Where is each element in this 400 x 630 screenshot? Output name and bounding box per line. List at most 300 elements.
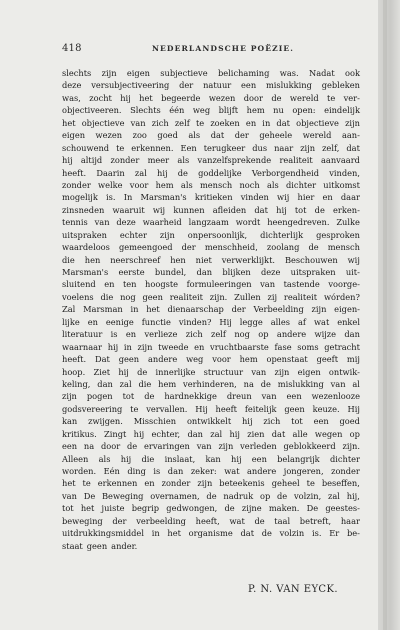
word: erkennen. xyxy=(131,142,174,153)
word: de xyxy=(137,366,148,377)
word: echter, xyxy=(151,428,181,439)
word: als xyxy=(180,179,193,190)
word: eigen xyxy=(126,68,150,78)
word: op xyxy=(259,490,271,501)
word: te xyxy=(116,142,125,153)
word: het xyxy=(167,528,181,539)
word: natuur xyxy=(203,80,232,91)
word: feitelijk xyxy=(244,403,277,414)
word: tot xyxy=(291,416,303,427)
word: soms xyxy=(297,341,319,352)
word: eigen xyxy=(297,366,321,377)
word: wat xyxy=(229,515,245,526)
word: beweging xyxy=(62,515,103,526)
word: niet xyxy=(195,254,212,265)
word: dat xyxy=(276,117,290,128)
word: te xyxy=(195,117,205,128)
text-line xyxy=(62,229,360,241)
word: overnamen, xyxy=(150,490,200,501)
word: realiteit xyxy=(283,291,318,302)
word: subjectieve xyxy=(160,68,208,78)
word: vinden xyxy=(240,192,269,203)
word: blijken xyxy=(222,267,251,277)
text-line xyxy=(62,515,360,527)
text-line xyxy=(62,316,360,328)
word: hij xyxy=(157,167,168,178)
word: verwerklijkt. xyxy=(221,254,276,265)
word: op xyxy=(349,428,360,439)
word: zelf xyxy=(174,117,190,128)
word: welke xyxy=(98,179,123,190)
word: zich xyxy=(185,329,203,340)
word: één xyxy=(169,105,185,116)
text-line xyxy=(62,154,360,166)
text-line xyxy=(62,490,360,502)
word: open: xyxy=(292,105,316,116)
word: zich xyxy=(263,416,281,427)
word: voor xyxy=(129,179,149,190)
word: hij xyxy=(62,155,73,166)
text-line xyxy=(62,477,360,489)
word: deze xyxy=(116,217,136,228)
word: een xyxy=(62,441,78,452)
word: andere xyxy=(276,329,307,340)
word: tennis xyxy=(62,217,88,228)
text-line xyxy=(62,129,360,141)
word: Nadat xyxy=(308,68,335,78)
text-line xyxy=(62,241,360,253)
word: is xyxy=(110,329,118,340)
word: de xyxy=(206,490,217,501)
word: kritikus. xyxy=(62,428,97,439)
word: terugkeer xyxy=(203,142,246,153)
word: te xyxy=(130,403,139,414)
word: enkel xyxy=(337,316,360,327)
word: heengedreven. xyxy=(267,217,330,228)
word: zocht xyxy=(89,92,112,103)
text-line xyxy=(62,527,360,539)
word: nog xyxy=(234,329,250,340)
word: hij xyxy=(231,453,242,464)
word: dat xyxy=(271,428,286,439)
text-line xyxy=(62,104,360,116)
word: neerschreef xyxy=(110,254,161,265)
text-line xyxy=(62,191,360,203)
word: nu xyxy=(273,105,284,116)
word: wat xyxy=(224,466,240,476)
word: geeft xyxy=(316,354,339,365)
word: de xyxy=(314,204,325,215)
word: gebleken xyxy=(321,80,360,91)
word: wij xyxy=(152,204,166,215)
word: dan xyxy=(187,428,203,439)
word: daar xyxy=(340,192,360,203)
word: dan xyxy=(97,378,113,389)
word: der xyxy=(231,304,246,315)
word: zich xyxy=(151,117,169,128)
word: geen xyxy=(86,540,108,551)
text-line xyxy=(62,92,360,104)
word: zijne xyxy=(241,503,262,514)
word: pogen xyxy=(86,391,113,402)
word: Een xyxy=(180,142,197,153)
word: dan xyxy=(344,329,360,340)
word: zijn xyxy=(300,142,316,153)
word: erkennen xyxy=(97,478,138,489)
word: weg xyxy=(192,105,211,116)
word: hem xyxy=(246,105,265,116)
word: en xyxy=(245,117,257,128)
word: verhinderen, xyxy=(183,378,237,389)
word: bundel, xyxy=(154,267,187,277)
word: te xyxy=(82,478,91,489)
word: vruchtbaarste xyxy=(210,341,269,352)
word: realiteit xyxy=(279,155,313,166)
word: het xyxy=(146,304,160,315)
word: altijd xyxy=(80,155,103,166)
word: hem xyxy=(239,354,258,365)
word: in xyxy=(130,304,139,315)
word: deze xyxy=(62,80,82,91)
word: be- xyxy=(346,528,360,539)
word: onpersoonlijk, xyxy=(187,229,248,240)
word: zijn xyxy=(218,441,234,452)
word: mislukking xyxy=(277,378,324,389)
word: geen xyxy=(142,291,163,302)
word: Er xyxy=(329,528,340,539)
word: uitspraken xyxy=(290,267,336,277)
word: te xyxy=(327,92,336,103)
word: uit- xyxy=(345,267,360,277)
word: getracht xyxy=(324,341,360,352)
word: In xyxy=(123,192,133,203)
word: fase xyxy=(274,341,292,352)
word: in xyxy=(262,117,271,128)
word: nog xyxy=(120,291,136,302)
word: Eén xyxy=(103,466,120,476)
word: dat xyxy=(210,130,225,141)
word: Marsman xyxy=(83,304,123,315)
word: kan xyxy=(62,416,78,427)
word: hij xyxy=(107,341,119,352)
word: zonder xyxy=(331,466,360,476)
word: Hij xyxy=(219,316,232,327)
word: heeft. xyxy=(62,354,87,365)
word: wij xyxy=(347,254,360,265)
word: op xyxy=(258,329,269,340)
word: legge xyxy=(239,316,263,327)
word: afleiden xyxy=(212,204,247,215)
word: lijke xyxy=(62,316,80,327)
word: Beschouwen xyxy=(284,254,338,265)
word: belangrijk xyxy=(277,453,320,464)
text-line xyxy=(62,341,360,353)
word: voorge- xyxy=(328,279,360,290)
word: hoop. xyxy=(62,366,86,377)
word: ontwik- xyxy=(328,366,360,377)
word: kan xyxy=(205,453,221,464)
word: goddelijke xyxy=(198,167,242,178)
word: der xyxy=(181,242,196,253)
word: nadruk xyxy=(223,490,254,501)
word: geen xyxy=(118,354,140,365)
word: sluitend xyxy=(62,279,96,290)
word: menschheid, xyxy=(204,242,258,253)
word: wordt xyxy=(235,217,261,228)
word: en xyxy=(104,279,115,290)
word: zal xyxy=(119,378,132,389)
word: maken. xyxy=(268,503,300,514)
word: verleden xyxy=(240,441,277,452)
word: structuur xyxy=(203,366,244,377)
word: verbeelding xyxy=(136,515,186,526)
word: Verborgendheid xyxy=(251,167,320,178)
word: en xyxy=(125,329,137,340)
word: zijn xyxy=(137,341,153,352)
word: tot xyxy=(294,204,307,215)
word: eigen xyxy=(62,130,86,141)
word: als xyxy=(266,179,279,190)
word: blijft xyxy=(218,105,239,116)
word: heeft xyxy=(215,403,238,414)
word: ander. xyxy=(111,540,138,551)
word: uitkomst xyxy=(323,179,360,190)
word: een xyxy=(286,391,302,402)
word: hij, xyxy=(346,490,360,501)
word: hen xyxy=(170,254,186,265)
word: hem xyxy=(158,378,177,389)
word: Slechts xyxy=(130,105,161,116)
word: de xyxy=(277,490,288,501)
text-line xyxy=(62,390,360,402)
word: door xyxy=(101,441,121,452)
word: mensch xyxy=(327,242,360,253)
word: volzin xyxy=(279,528,305,539)
word: andere xyxy=(247,466,277,476)
word: door xyxy=(243,92,263,103)
word: openstaat xyxy=(266,354,308,365)
word: schouwend xyxy=(62,142,110,153)
text-line xyxy=(62,291,360,303)
word: hij xyxy=(241,416,253,427)
word: zonder xyxy=(161,478,191,489)
word: hardnekkige xyxy=(164,391,217,402)
word: versubjectiveering xyxy=(91,80,170,91)
word: wij xyxy=(277,192,290,203)
word: dichter xyxy=(286,179,317,190)
page-edge-shadow xyxy=(383,0,387,630)
word: geheele xyxy=(259,130,293,141)
word: de xyxy=(260,378,271,389)
word: en xyxy=(322,192,333,203)
word: Zulke xyxy=(336,217,360,228)
word: echter xyxy=(119,229,147,240)
word: hij xyxy=(118,366,129,377)
word: en xyxy=(194,341,205,352)
word: eindelijk xyxy=(324,105,360,116)
word: voelens xyxy=(62,291,94,302)
word: van xyxy=(62,490,77,501)
word: noch xyxy=(239,179,260,190)
word: aan- xyxy=(341,130,360,141)
word: Marsman's xyxy=(62,267,109,277)
word: zal xyxy=(210,428,223,439)
word: het xyxy=(62,117,76,128)
word: van xyxy=(251,366,267,377)
word: ervaringen xyxy=(144,441,190,452)
word: mogelijk xyxy=(62,192,98,203)
body-text xyxy=(62,67,360,552)
word: waarnaar xyxy=(62,341,103,352)
word: objectieve xyxy=(81,117,125,128)
word: als xyxy=(98,453,111,464)
word: die xyxy=(138,378,152,389)
word: aanvaard xyxy=(321,155,360,166)
word: der xyxy=(234,130,249,141)
word: een xyxy=(251,453,267,464)
word: beseffen, xyxy=(321,478,360,489)
word: zoeken xyxy=(210,117,240,128)
word: wereld xyxy=(302,130,332,141)
text-line xyxy=(62,502,360,514)
word: zinsneden xyxy=(62,204,105,215)
text-line xyxy=(62,216,360,228)
word: keling, xyxy=(62,378,91,389)
word: alles xyxy=(270,316,291,327)
word: Beweging xyxy=(101,490,144,501)
word: als xyxy=(177,155,190,166)
word: Ziet xyxy=(93,366,111,377)
word: hij xyxy=(276,204,287,215)
text-line-last xyxy=(62,540,360,552)
word: voor xyxy=(212,354,231,365)
word: na xyxy=(83,441,95,452)
word: de xyxy=(271,92,282,103)
word: vanzelfsprekende xyxy=(197,155,272,166)
word: dienaarschap xyxy=(167,304,224,315)
word: zonder xyxy=(110,155,140,166)
word: gemeengoed xyxy=(118,242,173,253)
word: zijn xyxy=(101,68,117,78)
word: zijn xyxy=(311,304,327,315)
word: naar xyxy=(274,142,294,153)
word: dan xyxy=(196,267,213,277)
word: wezenlooze xyxy=(311,391,360,402)
word: van xyxy=(94,217,110,228)
word: dan xyxy=(167,466,184,476)
text-line xyxy=(62,254,360,266)
word: dat xyxy=(240,528,255,539)
word: godsvereering xyxy=(62,403,123,414)
word: dichterlijk xyxy=(260,229,304,240)
text-line xyxy=(62,353,360,365)
word: staat xyxy=(62,540,83,551)
word: Zullen xyxy=(234,291,261,302)
word: zij xyxy=(267,291,278,302)
word: kunnen xyxy=(173,204,205,215)
word: literatuur xyxy=(62,329,103,340)
word: wezen xyxy=(208,92,236,103)
text-line xyxy=(62,366,360,378)
word: organisme xyxy=(188,528,233,539)
word: hij xyxy=(229,428,240,439)
word: de xyxy=(224,503,235,514)
word: de xyxy=(127,441,138,452)
word: ontwikkelt xyxy=(186,416,232,427)
word: wórden? xyxy=(323,291,360,302)
word: verlieze xyxy=(144,329,178,340)
word: het xyxy=(62,478,76,489)
word: zijn. xyxy=(342,441,360,452)
word: wereld xyxy=(289,92,319,103)
word: functie xyxy=(141,316,171,327)
word: betreft, xyxy=(299,515,332,526)
word: hij xyxy=(120,92,131,103)
word: innerlijke xyxy=(155,366,196,377)
word: ding xyxy=(127,466,146,476)
word: goed xyxy=(339,416,360,427)
word: een xyxy=(313,416,329,427)
word: was, xyxy=(62,92,81,103)
word: geestes- xyxy=(325,503,360,514)
word: mij xyxy=(346,354,360,365)
word: mislukking xyxy=(265,80,312,91)
text-line xyxy=(62,117,360,129)
word: geblokkeerd xyxy=(283,441,336,452)
word: die xyxy=(100,291,114,302)
text-line xyxy=(62,266,360,278)
word: heeft, xyxy=(195,515,220,526)
word: het xyxy=(139,92,153,103)
word: hem xyxy=(155,179,174,190)
word: andere xyxy=(147,354,178,365)
word: en xyxy=(144,478,155,489)
word: gesproken xyxy=(316,229,360,240)
text-line xyxy=(62,440,360,452)
word: van xyxy=(261,391,277,402)
word: wijze xyxy=(314,329,337,340)
word: Zal xyxy=(62,304,76,315)
word: weg xyxy=(186,354,204,365)
text-line xyxy=(62,378,360,390)
word: zijn xyxy=(197,478,213,489)
word: Dat xyxy=(94,354,110,365)
word: is. xyxy=(106,192,116,203)
word: zonder xyxy=(62,179,91,190)
word: belichaming xyxy=(217,68,270,78)
word: zien xyxy=(247,428,265,439)
word: zwijgen. xyxy=(88,416,123,427)
word: van xyxy=(130,117,146,128)
word: deze xyxy=(260,267,281,277)
word: en xyxy=(87,316,98,327)
page-header xyxy=(62,43,362,55)
word: vinden? xyxy=(178,316,212,327)
word: hij xyxy=(133,428,145,439)
word: zijn xyxy=(274,366,290,377)
text-line xyxy=(62,415,360,427)
word: zoo xyxy=(132,130,147,141)
word: in xyxy=(123,341,132,352)
word: tot xyxy=(62,503,74,514)
word: tot xyxy=(122,391,135,402)
running-title: NEDERLANDSCHE POËZIE. xyxy=(152,44,295,53)
word: hier xyxy=(297,192,315,203)
word: ver- xyxy=(343,92,360,103)
word: Alleen xyxy=(62,453,89,464)
word: realiteit xyxy=(169,291,203,302)
word: beteekenis xyxy=(219,478,265,489)
